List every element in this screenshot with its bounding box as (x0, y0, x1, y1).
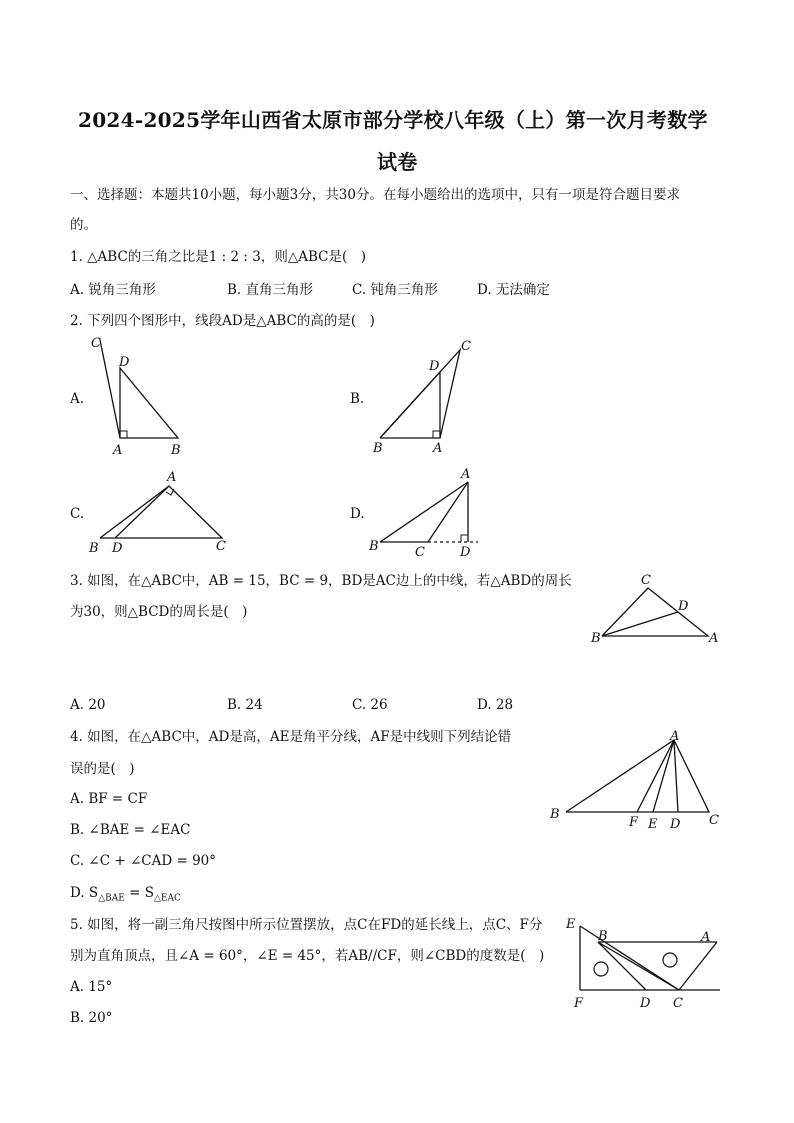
q4-point-a: A (670, 729, 680, 744)
q2c-point-b: B (89, 541, 99, 556)
q5-point-d: D (640, 996, 651, 1011)
q5-figure (560, 914, 730, 1019)
q2a-point-d: D (119, 355, 130, 370)
q2-figure-c (85, 466, 235, 561)
q2b-point-c: C (461, 339, 471, 354)
q2b-point-d: D (429, 359, 440, 374)
q4-option-a: A. BF = CF (70, 791, 148, 807)
q1-option-d: D. 无法确定 (477, 282, 550, 298)
q1-stem: 1. △ABC的三角之比是1 : 2 : 3，则△ABC是( ) (70, 249, 366, 265)
q2a-point-a: A (113, 443, 123, 458)
q3-option-b: B. 24 (227, 697, 263, 713)
q2c-point-c: C (216, 539, 226, 554)
q2a-point-b: B (171, 443, 181, 458)
page-title: 2024-2025学年山西省太原市部分学校八年级（上）第一次月考数学 (78, 108, 708, 132)
q4-point-b: B (550, 807, 560, 822)
q2d-point-b: B (369, 539, 379, 554)
q2c-point-a: A (167, 470, 177, 485)
q3-point-b-label: B (591, 631, 601, 646)
q2b-point-a: A (433, 441, 443, 456)
q4-option-d-sub1: △BAE (98, 893, 125, 904)
q4-option-d-s2: = S (124, 885, 154, 901)
q3-point-d-label: D (678, 599, 689, 614)
q3-point-a-label: A (709, 631, 719, 646)
q5-option-b: B. 20° (70, 1010, 113, 1026)
q2-label-a: A. (70, 391, 85, 407)
q2-figure-a (85, 330, 205, 460)
q5-stem-cont: 别为直角顶点，且∠A = 60°，∠E = 45°，若AB//CF，则∠CBD的度数是( ) (70, 948, 545, 964)
q4-stem: 4. 如图，在△ABC中，AD是高，AE是角平分线，AF是中线则下列结论错 (70, 729, 512, 745)
q5-point-a: A (701, 930, 711, 945)
q4-option-c: C. ∠C + ∠CAD = 90° (70, 853, 217, 869)
q2c-point-d: D (112, 541, 123, 556)
q3-figure (588, 570, 728, 650)
q2-label-c: C. (70, 506, 85, 522)
q3-stem: 3. 如图，在△ABC中，AB = 15，BC = 9，BD是AC边上的中线，若△ABD的周长 (70, 573, 572, 589)
q5-point-f: F (574, 996, 584, 1011)
q3-stem-cont: 为30，则△BCD的周长是( ) (70, 604, 248, 620)
q4-point-e: E (648, 817, 658, 832)
q4-point-d: D (670, 817, 681, 832)
q3-option-c: C. 26 (352, 697, 388, 713)
q2a-point-c: C (91, 336, 101, 351)
q5-point-c: C (673, 996, 683, 1011)
q2-label-b: B. (350, 391, 365, 407)
q1-option-b: B. 直角三角形 (227, 282, 314, 298)
q5-point-b: B (598, 929, 608, 944)
q2-figure-d (365, 462, 495, 562)
q5-stem: 5. 如图，将一副三角尺按图中所示位置摆放，点C在FD的延长线上，点C、F分 (70, 917, 543, 933)
q4-point-c: C (709, 813, 719, 828)
q3-point-c-label: C (641, 573, 651, 588)
q1-option-c: C. 钝角三角形 (352, 282, 438, 298)
q3-option-a: A. 20 (70, 697, 106, 713)
q4-option-b: B. ∠BAE = ∠EAC (70, 822, 191, 838)
q4-option-d (70, 884, 181, 908)
section-header: 一、选择题：本题共10小题，每小题3分，共30分。在每小题给出的选项中，只有一项是符合题目要求 (70, 187, 680, 203)
section-header-cont: 的。 (70, 217, 97, 233)
q2d-point-a: A (461, 467, 471, 482)
q4-option-d-sub2: △EAC (153, 893, 181, 904)
q2-figure-b (365, 330, 485, 460)
q1-option-a: A. 锐角三角形 (70, 282, 156, 298)
q2d-point-c: C (415, 545, 425, 560)
q3-option-d: D. 28 (477, 697, 514, 713)
q2b-point-b: B (373, 441, 383, 456)
q2-stem: 2. 下列四个图形中，线段AD是△ABC的高的是( ) (70, 313, 375, 329)
q5-point-e: E (566, 917, 576, 932)
q4-figure (546, 728, 726, 833)
q4-point-f: F (629, 815, 639, 830)
q2-label-d: D. (350, 506, 365, 522)
q5-option-a: A. 15° (70, 979, 113, 995)
page-title-cont: 试卷 (377, 150, 418, 174)
q2d-point-d: D (460, 545, 471, 560)
q4-stem-cont: 误的是( ) (70, 761, 135, 777)
q4-option-d-s1: D. S (70, 885, 99, 901)
